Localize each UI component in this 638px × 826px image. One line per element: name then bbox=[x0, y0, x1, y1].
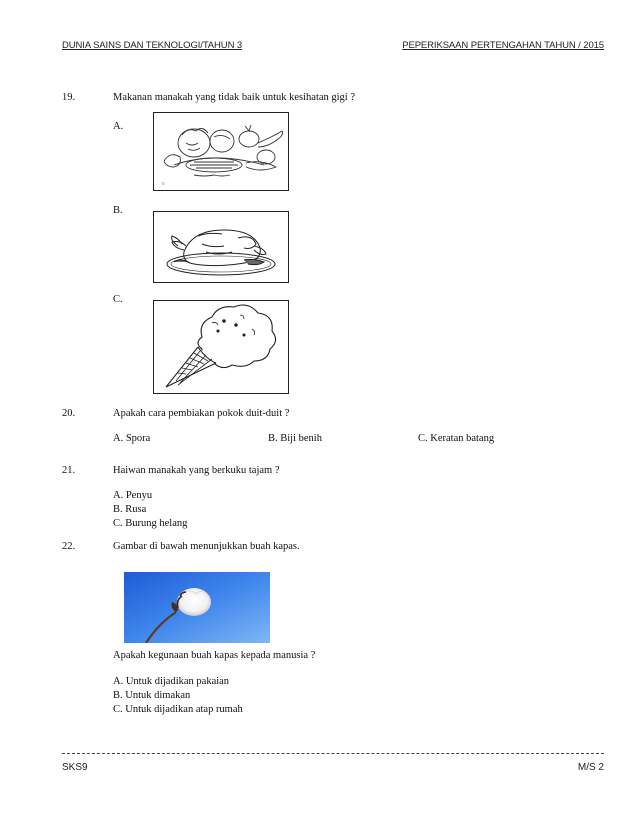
q20-option-a: A. Spora bbox=[113, 433, 151, 444]
question-21-text: Haiwan manakah yang berkuku tajam ? bbox=[113, 465, 280, 476]
vegetables-drawing bbox=[154, 113, 288, 190]
footer-divider bbox=[62, 753, 604, 754]
header-right: PEPERIKSAAN PERTENGAHAN TAHUN / 2015 bbox=[402, 40, 604, 51]
cotton-boll-photo bbox=[124, 572, 270, 643]
cotton-boll-image bbox=[124, 572, 270, 643]
roast-chicken-drawing bbox=[154, 212, 288, 282]
q22-option-a: A. Untuk dijadikan pakaian bbox=[113, 676, 230, 687]
question-21-number: 21. bbox=[62, 465, 76, 476]
source-caption: © bbox=[162, 181, 165, 186]
question-22-followup: Apakah kegunaan buah kapas kepada manusia ? bbox=[113, 650, 316, 661]
q19-option-b-label: B. bbox=[113, 205, 123, 216]
footer-left: SKS9 bbox=[62, 762, 88, 773]
question-19-number: 19. bbox=[62, 92, 76, 103]
q19-option-a-label: A. bbox=[113, 121, 124, 132]
q22-option-b: B. Untuk dimakan bbox=[113, 690, 191, 701]
q22-option-c: C. Untuk dijadikan atap rumah bbox=[113, 704, 243, 715]
q19-option-c-label: C. bbox=[113, 294, 123, 305]
footer-right: M/S 2 bbox=[577, 762, 604, 773]
question-22-text: Gambar di bawah menunjukkan buah kapas. bbox=[113, 541, 300, 552]
question-20-text: Apakah cara pembiakan pokok duit-duit ? bbox=[113, 408, 290, 419]
ice-cream-cone-drawing bbox=[154, 301, 288, 393]
q20-option-b: B. Biji benih bbox=[268, 433, 322, 444]
question-19-text: Makanan manakah yang tidak baik untuk kesihatan gigi ? bbox=[113, 92, 356, 103]
question-22-number: 22. bbox=[62, 541, 76, 552]
vegetables-picture bbox=[153, 112, 289, 191]
q20-option-c: C. Keratan batang bbox=[418, 433, 495, 444]
q21-option-a: A. Penyu bbox=[113, 490, 153, 501]
roast-chicken-picture bbox=[153, 211, 289, 283]
header-left: DUNIA SAINS DAN TEKNOLOGI/TAHUN 3 bbox=[62, 40, 243, 51]
q21-option-c: C. Burung helang bbox=[113, 518, 188, 529]
question-20-number: 20. bbox=[62, 408, 76, 419]
q21-option-b: B. Rusa bbox=[113, 504, 147, 515]
ice-cream-cone-picture bbox=[153, 300, 289, 394]
